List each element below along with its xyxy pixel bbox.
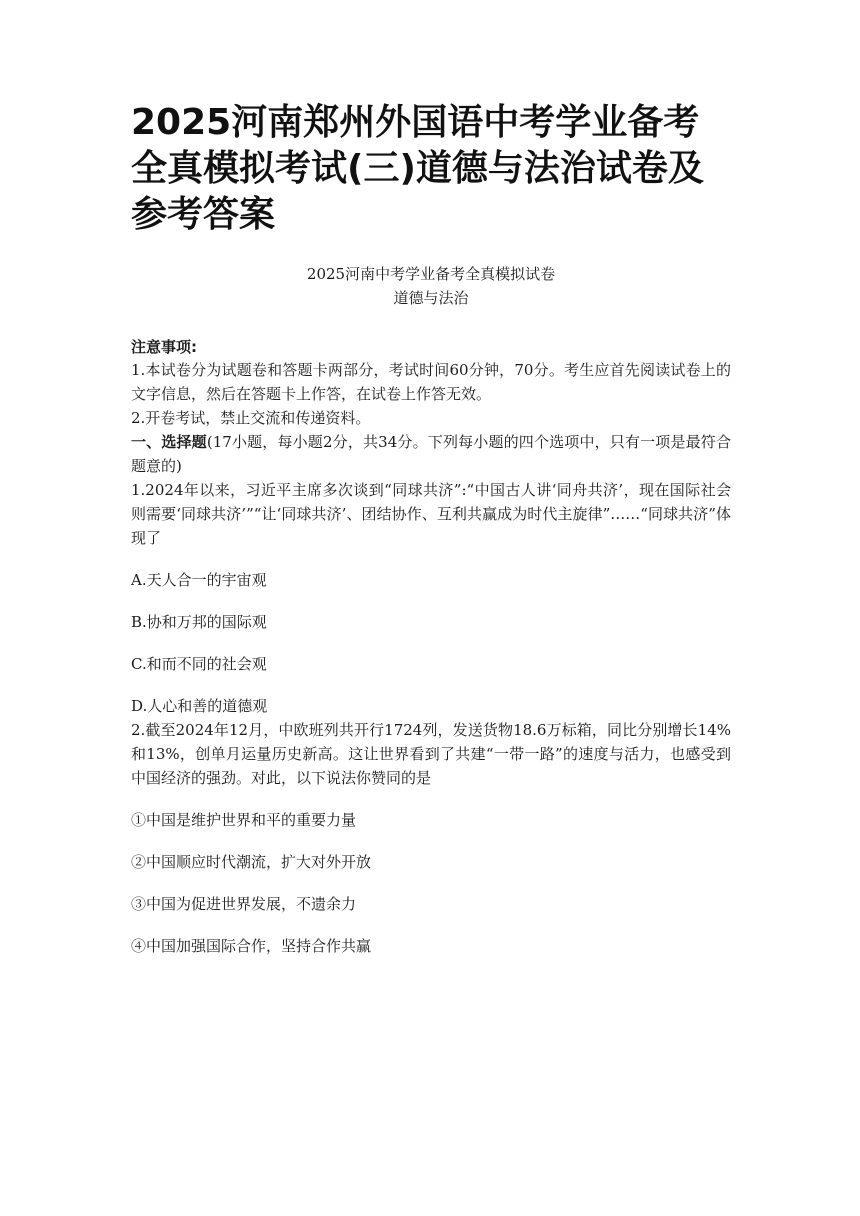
- question-2-stem: 2.截至2024年12月，中欧班列共开行1724列，发送货物18.6万标箱，同比分别增长14%和13%，创单月运量历史新高。这让世界看到了共建“一带一路”的速度与活力，也感受到中国经济的强劲。对此，以下说法你赞同的是: [131, 721, 731, 787]
- question-1-option-a: A.天人合一的宇宙观: [131, 571, 267, 589]
- section-1-header: [131, 430, 731, 478]
- section-1-description: (17小题，每小题2分，共34分。下列每小题的四个选项中，只有一项是最符合题意的): [131, 433, 731, 475]
- document-page: [131, 100, 731, 958]
- exam-subject: 道德与法治: [393, 289, 469, 307]
- question-1-option-c: C.和而不同的社会观: [131, 655, 267, 673]
- notice-item-2: 2.开卷考试，禁止交流和传递资料。: [131, 409, 371, 427]
- question-2-item-1: ①中国是维护世界和平的重要力量: [131, 811, 357, 829]
- section-1-title: 一、选择题: [131, 433, 207, 451]
- question-2-item-2: ②中国顺应时代潮流，扩大对外开放: [131, 853, 372, 871]
- exam-subtitle: [131, 262, 731, 310]
- question-2-item-4: ④中国加强国际合作，坚持合作共赢: [131, 937, 372, 955]
- exam-subtitle-line1: 2025河南中考学业备考全真模拟试卷: [306, 265, 556, 283]
- question-1-option-b: B.协和万邦的国际观: [131, 613, 267, 631]
- question-1-stem: 1.2024年以来，习近平主席多次谈到“同球共济”:“中国古人讲‘同舟共济’，现在国际社会则需要‘同球共济’”“让‘同球共济’、团结协作、互利共赢成为时代主旋律”……“同球共济”体现了: [131, 481, 731, 547]
- document-title: 2025河南郑州外国语中考学业备考全真模拟考试(三)道德与法治试卷及参考答案: [131, 102, 704, 235]
- question-2-item-3: ③中国为促进世界发展，不遗余力: [131, 895, 357, 913]
- notice-heading: 注意事项:: [131, 338, 197, 356]
- question-1-option-d: D.人心和善的道德观: [131, 697, 268, 715]
- notice-item-1: 1.本试卷分为试题卷和答题卡两部分，考试时间60分钟，70分。考生应首先阅读试卷上的文字信息，然后在答题卡上作答，在试卷上作答无效。: [131, 361, 731, 403]
